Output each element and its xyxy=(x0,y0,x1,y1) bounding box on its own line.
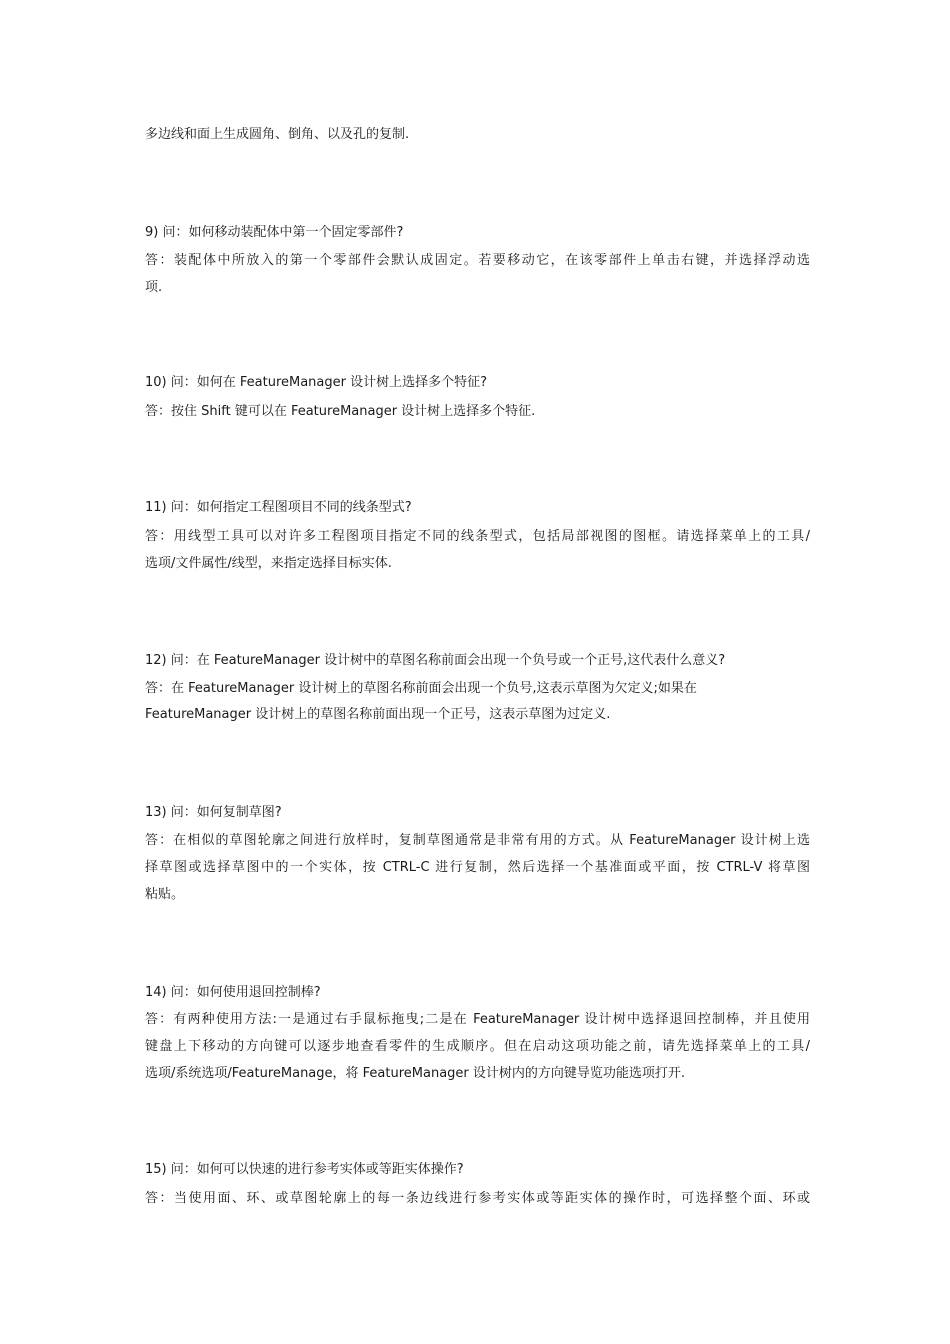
question-15: 15) 问：如何可以快速的进行参考实体或等距实体操作? xyxy=(145,1162,464,1177)
answer-12-line-1: 答：在 FeatureManager 设计树上的草图名称前面会出现一个负号,这表示草图为欠定义;如果在 xyxy=(145,681,697,696)
answer-14-line-3: 选项/系统选项/FeatureManage，将 FeatureManager 设计树内的方向键导览功能选项打开. xyxy=(145,1066,686,1081)
answer-14-line-2: 键盘上下移动的方向键可以逐步地查看零件的生成顺序。但在启动这项功能之前，请先选择菜单上的工具/ xyxy=(145,1039,810,1054)
answer-14-line-1: 答：有两种使用方法:一是通过右手鼠标拖曳;二是在 FeatureManager 设计树中选择退回控制棒，并且使用 xyxy=(145,1012,810,1027)
question-10: 10) 问：如何在 FeatureManager 设计树上选择多个特征? xyxy=(145,375,488,390)
answer-9-line-2: 项. xyxy=(145,280,163,295)
question-11: 11) 问：如何指定工程图项目不同的线条型式? xyxy=(145,500,412,515)
answer-10-line-1: 答：按住 Shift 键可以在 FeatureManager 设计树上选择多个特征. xyxy=(145,404,536,419)
answer-13-line-2: 择草图或选择草图中的一个实体，按 CTRL-C 进行复制，然后选择一个基准面或平面，按 CTRL-V 将草图 xyxy=(145,860,810,875)
answer-9-line-1: 答：装配体中所放入的第一个零部件会默认成固定。若要移动它，在该零部件上单击右键，并选择浮动选 xyxy=(145,253,810,268)
intro-text: 多边线和面上生成圆角、倒角、以及孔的复制. xyxy=(145,127,410,142)
answer-11-line-1: 答：用线型工具可以对许多工程图项目指定不同的线条型式，包括局部视图的图框。请选择菜单上的工具/ xyxy=(145,529,810,544)
answer-12-line-2: FeatureManager 设计树上的草图名称前面出现一个正号，这表示草图为过定义. xyxy=(145,707,611,722)
question-14: 14) 问：如何使用退回控制棒? xyxy=(145,985,321,1000)
question-13: 13) 问：如何复制草图? xyxy=(145,805,282,820)
answer-15-line-1: 答：当使用面、环、或草图轮廓上的每一条边线进行参考实体或等距实体的操作时，可选择整个面、环或 xyxy=(145,1191,810,1206)
question-12: 12) 问：在 FeatureManager 设计树中的草图名称前面会出现一个负号或一个正号,这代表什么意义? xyxy=(145,653,726,668)
question-9: 9) 问：如何移动装配体中第一个固定零部件? xyxy=(145,225,404,240)
answer-13-line-1: 答：在相似的草图轮廓之间进行放样时，复制草图通常是非常有用的方式。从 FeatureManager 设计树上选 xyxy=(145,833,810,848)
answer-13-line-3: 粘贴。 xyxy=(145,887,185,902)
answer-11-line-2: 选项/文件属性/线型，来指定选择目标实体. xyxy=(145,556,392,571)
